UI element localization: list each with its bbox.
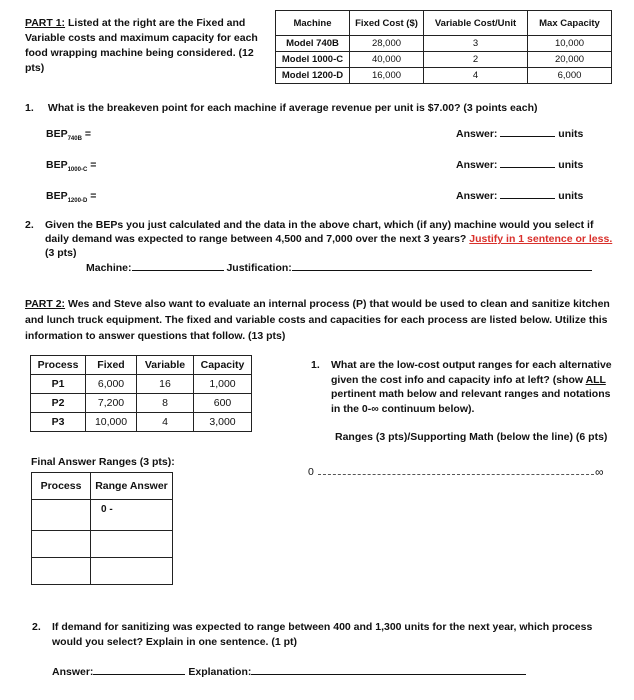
cell: P1 <box>31 375 86 394</box>
table-row <box>276 52 612 68</box>
cell: 10,000 <box>86 413 137 432</box>
part1-intro <box>25 16 265 76</box>
answer-label: Answer: <box>52 666 94 678</box>
question-text-b: pertinent math below and relevant ranges and notations in the 0-∞ continuum below). <box>331 388 611 415</box>
part2-heading: PART 2: <box>25 298 66 310</box>
cell: 7,200 <box>86 394 137 413</box>
continuum-start: 0 <box>308 466 314 478</box>
question-text-all: ALL <box>585 373 606 386</box>
answer-label: Answer: <box>456 190 498 202</box>
continuum-line <box>318 474 594 475</box>
cell: 3,000 <box>194 413 252 432</box>
answer-label: Answer: <box>456 128 498 140</box>
answer-blank[interactable] <box>93 674 185 675</box>
unit-label: units <box>558 190 584 202</box>
cell: 8 <box>137 394 194 413</box>
col-header: Process <box>32 473 91 500</box>
bep-label: BEP <box>46 128 68 140</box>
answer-explanation-row <box>52 666 572 678</box>
table-row <box>31 375 252 394</box>
question-text: Given the BEPs you just calculated and the data in the above chart, which (if any) machine would you select if daily demand was expected to range between 4,500 and 7,000 over the next 3 years? <box>45 219 594 245</box>
part2-intro-text: Wes and Steve also want to evaluate an internal process (P) that would be used to clean and sanitize kitchen and lunch truck equipment. The fixed and variable costs and capacities for each process are listed below. Utilize this information to answer questions that follow. (13 pts) <box>25 298 610 342</box>
cell: 20,000 <box>528 52 612 68</box>
cell: 16 <box>137 375 194 394</box>
bep-subscript: 1000-C <box>67 167 88 174</box>
explanation-blank[interactable] <box>251 674 526 675</box>
justification-label: Justification: <box>226 262 292 274</box>
answer-blank-1000c[interactable] <box>500 167 555 168</box>
justification-blank[interactable] <box>292 270 592 271</box>
table-row <box>32 500 173 531</box>
cell: 3 <box>424 36 528 52</box>
part2-intro <box>25 296 625 344</box>
question-number: 2. <box>32 621 41 633</box>
part2-q1 <box>311 358 621 416</box>
question-text: What is the breakeven point for each machine if average revenue per unit is $7.00? (3 points each) <box>47 102 538 114</box>
bep-subscript: 740B <box>67 136 82 143</box>
cell: 28,000 <box>350 36 424 52</box>
part1-q1 <box>25 102 625 114</box>
cell: 2 <box>424 52 528 68</box>
bep-row-1200d <box>46 190 606 204</box>
part1-heading: PART 1: <box>25 17 66 29</box>
range-input-cell[interactable] <box>91 531 173 558</box>
answer-blank-740b[interactable] <box>500 136 555 137</box>
col-header: Max Capacity <box>528 11 612 36</box>
bep-equals: = <box>87 190 97 202</box>
cell: 1,000 <box>194 375 252 394</box>
bep-row-1000c <box>46 159 606 173</box>
question-number: 2. <box>25 219 34 231</box>
col-header: Range Answer <box>91 473 173 500</box>
cell: 6,000 <box>528 68 612 84</box>
col-header: Machine <box>276 11 350 36</box>
table-row <box>276 36 612 52</box>
machine-table-header <box>276 11 612 36</box>
range-input-cell[interactable]: 0 - <box>91 500 173 531</box>
unit-label: units <box>558 159 584 171</box>
cell: 10,000 <box>528 36 612 52</box>
machine-table <box>275 10 612 84</box>
bep-equals: = <box>81 128 91 140</box>
col-header: Capacity <box>194 356 252 375</box>
part2-q2 <box>32 620 612 650</box>
continuum <box>308 466 608 480</box>
part1-q2 <box>25 218 620 260</box>
question-text-a: What are the low-cost output ranges for each alternative given the cost info and capacity info at left? (show <box>331 359 612 386</box>
cell: P2 <box>31 394 86 413</box>
answer-group <box>456 128 583 140</box>
col-header: Variable <box>137 356 194 375</box>
col-header: Fixed Cost ($) <box>350 11 424 36</box>
table-row <box>32 558 173 585</box>
machine-justification-row <box>86 262 606 274</box>
question-text: If demand for sanitizing was expected to range between 400 and 1,300 units for the next year, which process would you select? Explain in one sentence. (1 pt) <box>52 621 593 648</box>
final-ranges-table <box>31 472 173 585</box>
cell: P3 <box>31 413 86 432</box>
question-number: 1. <box>311 359 320 371</box>
justify-emphasis: Justify in 1 sentence or less. <box>469 233 613 245</box>
ranges-note: Ranges (3 pts)/Supporting Math (below the line) (6 pts) <box>335 431 608 443</box>
bep-row-740b <box>46 128 606 142</box>
cell: 600 <box>194 394 252 413</box>
col-header: Process <box>31 356 86 375</box>
cell: 6,000 <box>86 375 137 394</box>
question-number: 1. <box>25 102 34 114</box>
process-input-cell[interactable] <box>32 500 91 531</box>
points: (3 pts) <box>45 247 77 259</box>
bep-equals: = <box>87 159 97 171</box>
table-row <box>31 413 252 432</box>
bep-subscript: 1200-D <box>67 198 88 205</box>
cell: 4 <box>137 413 194 432</box>
process-input-cell[interactable] <box>32 531 91 558</box>
cell: 16,000 <box>350 68 424 84</box>
process-input-cell[interactable] <box>32 558 91 585</box>
bep-label: BEP <box>46 190 68 202</box>
final-ranges-header <box>32 473 173 500</box>
machine-blank[interactable] <box>132 270 224 271</box>
range-input-cell[interactable] <box>91 558 173 585</box>
table-row <box>31 394 252 413</box>
answer-group <box>456 190 583 202</box>
answer-blank-1200d[interactable] <box>500 198 555 199</box>
cell: Model 1000-C <box>276 52 350 68</box>
col-header: Fixed <box>86 356 137 375</box>
infinity-symbol: ∞ <box>595 465 604 479</box>
explanation-label: Explanation: <box>188 666 252 678</box>
final-ranges-title: Final Answer Ranges (3 pts): <box>31 456 175 468</box>
cell: 40,000 <box>350 52 424 68</box>
process-table <box>30 355 252 432</box>
part1-intro-text: Listed at the right are the Fixed and Variable costs and maximum capacity for each food wrapping machine being considered. (12 pts) <box>25 17 258 74</box>
cell: Model 740B <box>276 36 350 52</box>
cell: Model 1200-D <box>276 68 350 84</box>
machine-label: Machine: <box>86 262 132 274</box>
unit-label: units <box>558 128 584 140</box>
process-table-header <box>31 356 252 375</box>
table-row <box>32 531 173 558</box>
answer-group <box>456 159 583 171</box>
cell: 4 <box>424 68 528 84</box>
table-row <box>276 68 612 84</box>
answer-label: Answer: <box>456 159 498 171</box>
bep-label: BEP <box>46 159 68 171</box>
col-header: Variable Cost/Unit <box>424 11 528 36</box>
